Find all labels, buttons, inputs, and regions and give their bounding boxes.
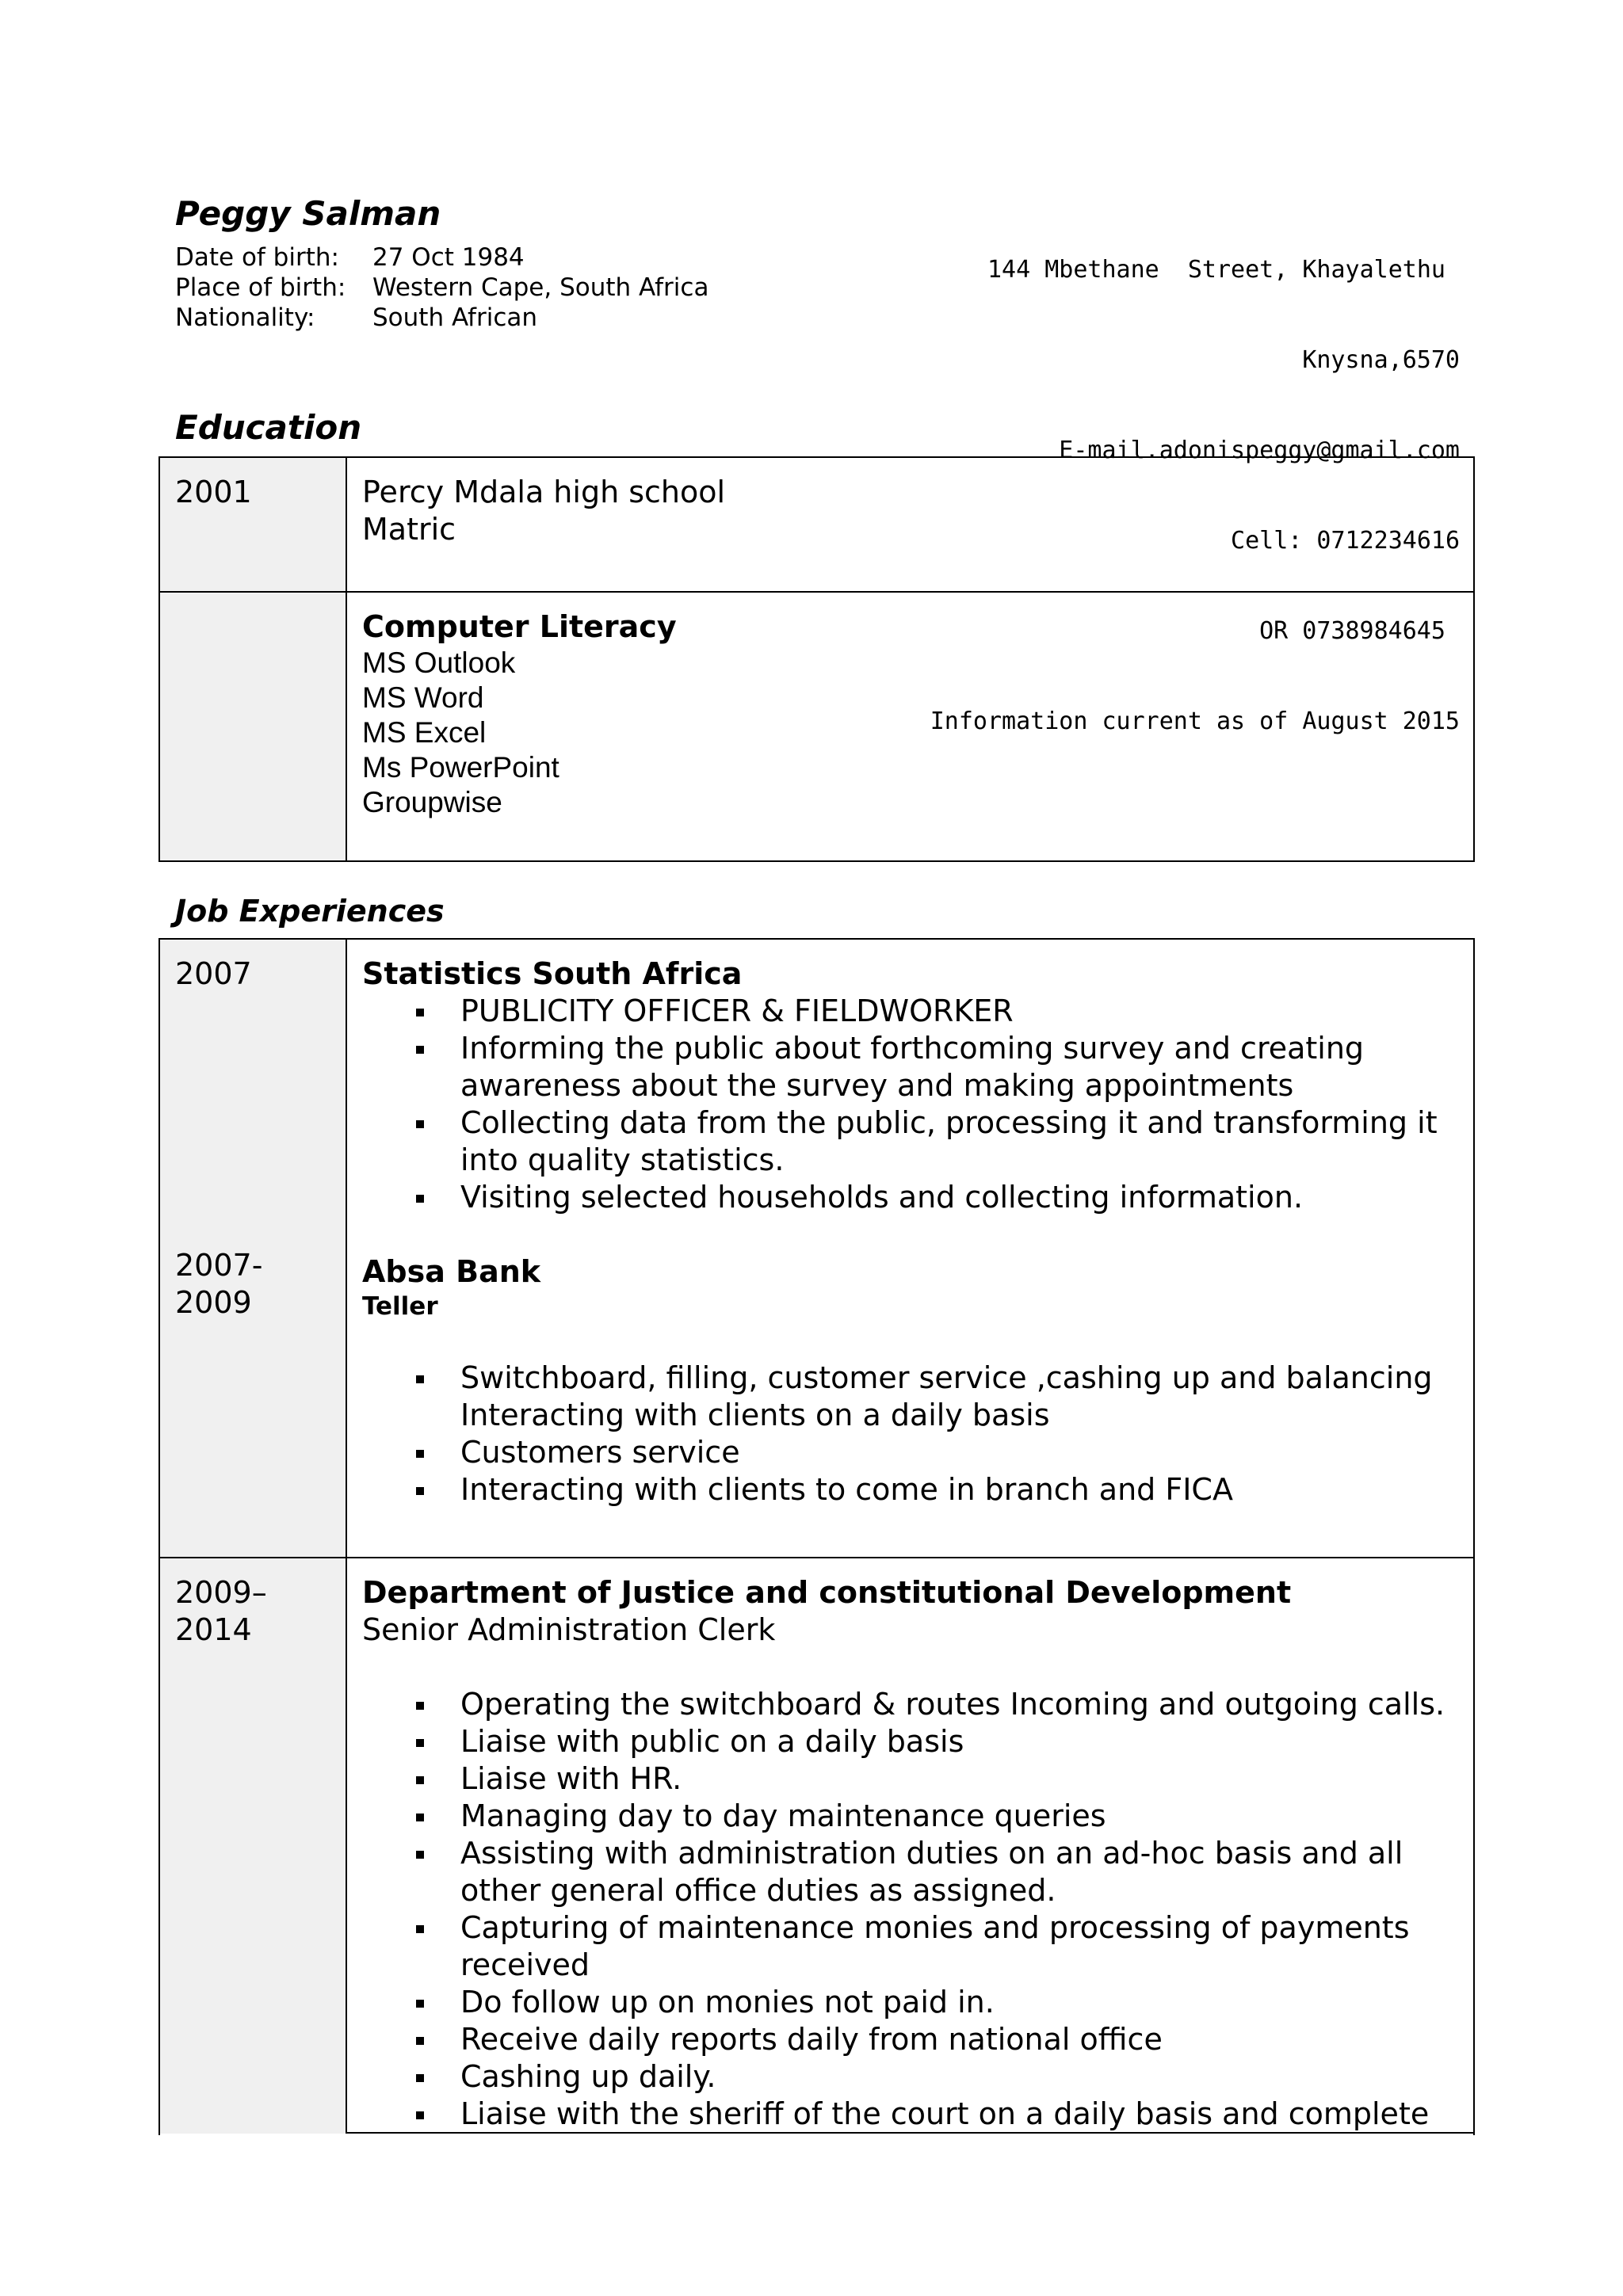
list-item: Switchboard, filling, customer service ,cashing up and balancing Interacting with clients on a daily basis [402,1360,1473,1434]
duties-list [362,1360,1473,1508]
spacer [362,1649,1473,1686]
job-experiences-heading: Job Experiences [175,894,445,929]
education-detail [347,458,1473,591]
list-item: Managing day to day maintenance queries [402,1798,1473,1835]
computer-literacy-row [160,591,1473,860]
list-item: Visiting selected households and collecting information. [402,1179,1473,1216]
list-item: Informing the public about forthcoming survey and creating awareness about the survey and making appointments [402,1030,1473,1104]
job-years [160,940,347,1557]
email-line: E-mail.adonispeggy@gmail.com [1059,437,1460,464]
job-row [160,940,1473,1557]
cell-line: Cell: 0712234616 [1231,527,1460,555]
software-item: Groupwise [362,786,502,818]
job-experiences-table [158,938,1475,2135]
list-item: Interacting with clients to come in branch and FICA [402,1471,1473,1508]
town-line: Knysna,6570 [1302,346,1460,374]
list-item: Collecting data from the public, processing it and transforming it into quality statistics. [402,1104,1473,1179]
computer-literacy-heading: Computer Literacy [362,609,677,644]
position-title: Senior Administration Clerk [362,1612,776,1647]
dob-label: Date of birth: [175,243,339,272]
spacer [362,1322,1473,1360]
alt-phone-line: OR 0738984645 [1259,617,1460,645]
pob-value: Western Cape, South Africa [372,273,709,302]
nationality-row [175,303,708,333]
job-year-end: 2009 [175,1285,252,1320]
education-year: 2001 [160,458,347,591]
list-item: Customers service [402,1434,1473,1471]
pob-label: Place of birth: [175,273,346,302]
job-year: 2007 [175,956,252,991]
computer-literacy-detail [347,593,1473,860]
list-item: Receive daily reports daily from national office [402,2021,1473,2058]
education-row [160,458,1473,591]
nationality-value: South African [372,303,538,332]
software-item: MS Word [362,681,484,714]
list-item: Operating the switchboard & routes Incoming and outgoing calls. [402,1686,1473,1723]
job-years [160,1558,347,2134]
spacer [362,1216,1473,1253]
list-item: Capturing of maintenance monies and processing of payments received [402,1909,1473,1984]
software-item: Ms PowerPoint [362,751,559,784]
personal-details [175,242,708,333]
job-details [347,940,1473,1557]
dob-value: 27 Oct 1984 [372,243,525,272]
software-list [362,646,1473,820]
employer-name: Statistics South Africa [362,956,743,991]
job-row [160,1557,1473,2134]
education-heading: Education [175,408,362,447]
list-item: PUBLICITY OFFICER & FIELDWORKER [402,993,1473,1030]
nationality-label: Nationality: [175,303,315,332]
school-name: Percy Mdala high school [362,475,726,509]
employer-name: Absa Bank [362,1254,541,1289]
list-item: Liaise with public on a daily basis [402,1723,1473,1760]
job-year-start: 2009– [175,1575,267,1610]
list-item: Liaise with HR. [402,1760,1473,1798]
list-item: Assisting with administration duties on an ad-hoc basis and all other general office duties as assigned. [402,1835,1473,1909]
info-date-line: Information current as of August 2015 [930,707,1460,735]
duties-list [362,1686,1473,2133]
address-line: 144 Mbethane Street, Khayalethu [987,256,1460,284]
computer-literacy-year [160,593,347,860]
job-year-range [175,1247,262,1322]
employer-name: Department of Justice and constitutional Development [362,1575,1292,1610]
qualification: Matric [362,512,456,547]
dob-row [175,242,708,273]
applicant-name: Peggy Salman [175,194,441,233]
list-item: Cashing up daily. [402,2058,1473,2096]
software-item: MS Outlook [362,646,516,679]
list-item: Do follow up on monies not paid in. [402,1984,1473,2021]
duties-list [362,993,1473,1216]
job-year-start: 2007- [175,1248,263,1283]
education-table [158,456,1475,862]
software-item: MS Excel [362,716,487,749]
job-year-end: 2014 [175,1612,252,1647]
pob-row [175,273,708,303]
job-details [347,1558,1473,2134]
list-item: Liaise with the sheriff of the court on a daily basis and complete [402,2096,1473,2133]
position-title: Teller [362,1292,438,1321]
